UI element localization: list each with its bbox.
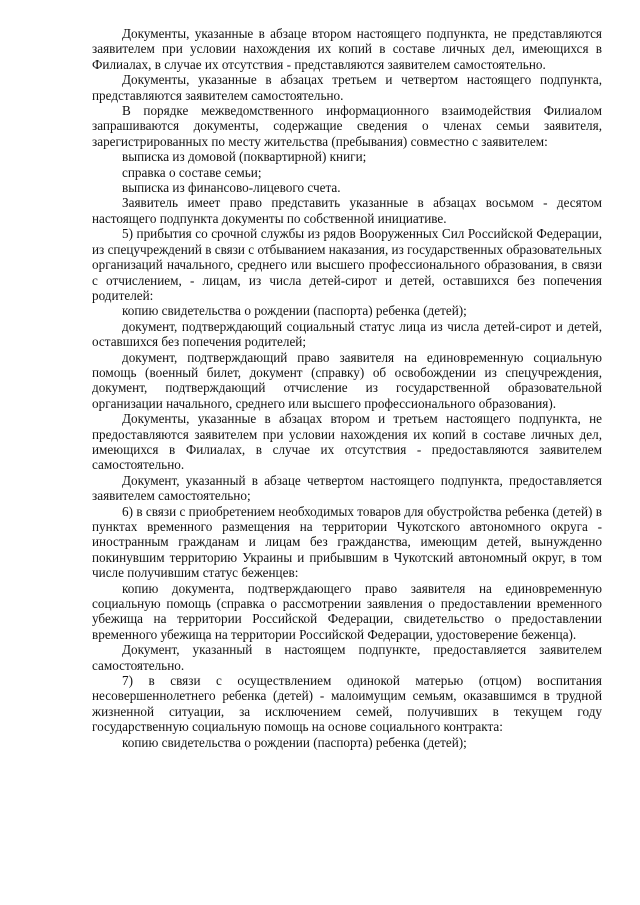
paragraph: Заявитель имеет право представить указанные в абзацах восьмом - десятом настоящего подпункта документы по собственной инициативе. <box>92 195 602 226</box>
subitem-7: 7) в связи с осуществлением одинокой матерью (отцом) воспитания несовершеннолетнего ребенка (детей) - малоимущим семьям, оказавшимся в трудной жизненной ситуации, за исключением семей, получивших в текущем году государственную социальную помощь на основе социального контракта: <box>92 673 602 735</box>
subitem-6: 6) в связи с приобретением необходимых товаров для обустройства ребенка (детей) в пунктах временного размещения на территории Чукотского автономного округа - иностранным гражданам и лицам без гражданства, имеющим детей, вынужденно покинувшим территорию Украины и прибывшим в Чукотский автономный округ, в том числе получившим статус беженцев: <box>92 503 602 581</box>
paragraph: Документы, указанные в абзаце втором настоящего подпункта, не представляются заявителем при условии нахождения их копий в составе личных дел, имеющихся в Филиалах, в случае их отсутствия - представляются заявителем самостоятельно. <box>92 26 602 72</box>
list-item: копию свидетельства о рождении (паспорта) ребенка (детей); <box>122 303 467 319</box>
list-item: копию документа, подтверждающего право заявителя на единовременную социальную помощь (справка о рассмотрении заявления о предоставлении временного убежища на территории Российской Федерации, свидетельство о предоставлении временного убежища на территории Российской Федерации, удостоверение беженца). <box>92 580 602 642</box>
paragraph: Документы, указанные в абзацах третьем и четвертом настоящего подпункта, представляются заявителем самостоятельно. <box>92 72 602 103</box>
list-item: документ, подтверждающий социальный статус лица из числа детей-сирот и детей, оставшихся без попечения родителей; <box>92 318 602 350</box>
paragraph: В порядке межведомственного информационного взаимодействия Филиалом запрашиваются документы, содержащие сведения о членах семьи заявителя, зарегистрированных по месту жительства (пребывания) совместно с заявителем: <box>92 103 602 149</box>
paragraph: Документ, указанный в абзаце четвертом настоящего подпункта, предоставляется заявителем самостоятельно; <box>92 472 602 504</box>
subitem-5: 5) прибытия со срочной службы из рядов Вооруженных Сил Российской Федерации, из спецучреждений в связи с отбыванием наказания, из государственных образовательных организаций начального, среднего или высшего профессионального образования, в связи с отчислением, - лицам, из числа детей-сирот и детей, оставшихся без попечения родителей: <box>92 226 602 303</box>
paragraph: Документ, указанный в настоящем подпункте, предоставляется заявителем самостоятельно. <box>92 642 602 673</box>
list-item: справка о составе семьи; <box>122 164 262 180</box>
list-item: выписка из финансово-лицевого счета. <box>122 180 341 196</box>
paragraph: Документы, указанные в абзацах втором и третьем настоящего подпункта, не предоставляются заявителем при условии нахождения их копий в составе личных дел, имеющихся в Филиалах, в случае их отсутствия - предоставляются заявителем самостоятельно. <box>92 411 602 473</box>
list-item: выписка из домовой (поквартирной) книги; <box>122 149 367 165</box>
list-item: копию свидетельства о рождении (паспорта) ребенка (детей); <box>122 734 467 750</box>
list-item: документ, подтверждающий право заявителя на единовременную социальную помощь (военный билет, документ (справку) об освобождении из спецучреждения, документ, подтверждающий отчисление из государственной образовательной организации начального, среднего или высшего профессионального образования). <box>92 349 602 411</box>
